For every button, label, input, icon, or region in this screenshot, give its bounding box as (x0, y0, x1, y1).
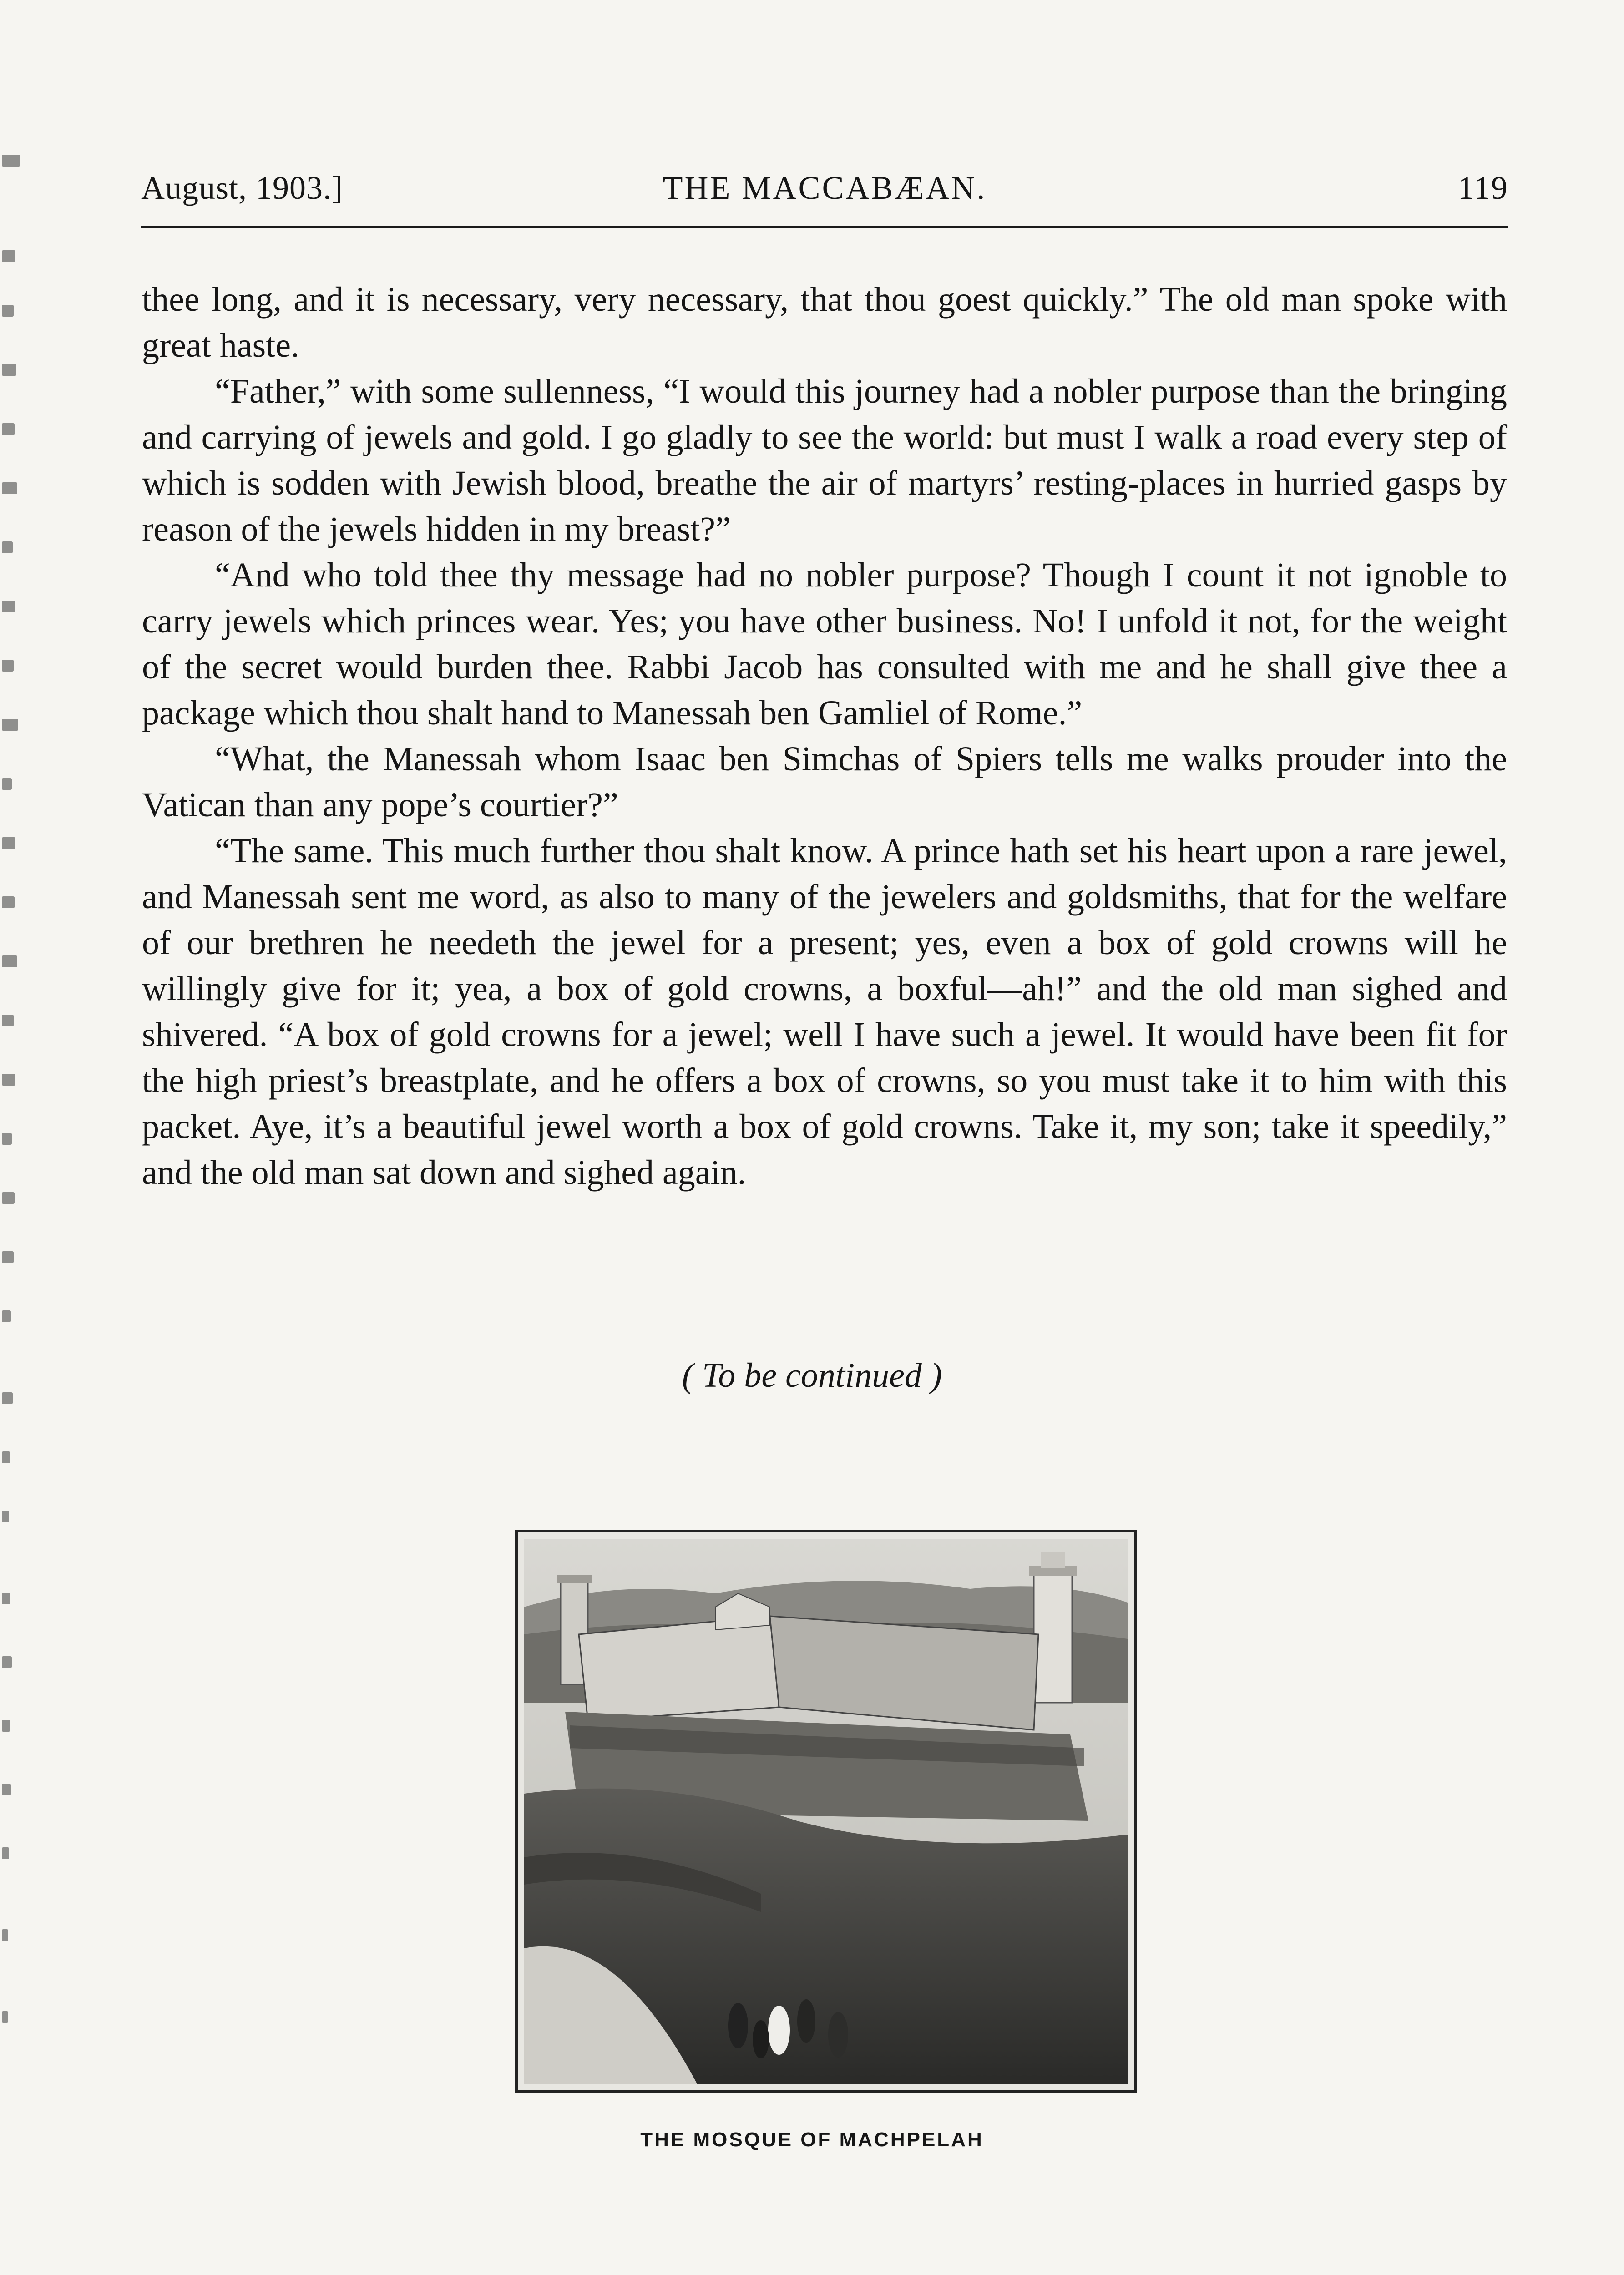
previous-page-edge (0, 155, 28, 2275)
article-body (142, 277, 1507, 1196)
photo-caption: THE MOSQUE OF MACHPELAH (640, 2128, 984, 2151)
header-rule (141, 226, 1508, 228)
header-date: August, 1903.] (141, 170, 343, 206)
mosque-photo-illustration (524, 1539, 1128, 2084)
journal-title: THE MACCABÆAN. (663, 170, 987, 206)
running-header (141, 169, 1508, 219)
paragraph: “And who told thee thy message had no nobler purpose? Though I count it not ignoble to carry jewels which princes wear. Yes; you have other business. No! I unfold it not, for the weight of the secret would burden thee. Rabbi Jacob has consulted with me and he shall give thee a package which thou shalt hand to Manessah ben Gamliel of Rome.” (142, 556, 1507, 732)
paragraph: thee long, and it is necessary, very necessary, that thou goest quickly.” The old man spoke with great haste. (142, 280, 1507, 364)
mosque-photograph (515, 1530, 1137, 2093)
to-be-continued-note: ( To be continued ) (682, 1356, 942, 1395)
paragraph: “Father,” with some sullenness, “I would this journey had a nobler purpose than the bringing and carrying of jewels and gold. I go gladly to see the world: but must I walk a road every step of which is sodden with Jewish blood, breathe the air of martyrs’ resting-places in hurried gasps by reason of the jewels hidden in my breast?” (142, 372, 1507, 548)
paragraph: “What, the Manessah whom Isaac ben Simchas of Spiers tells me walks prouder into the Vatican than any pope’s courtier?” (142, 740, 1507, 824)
page-number: 119 (1457, 170, 1508, 206)
paragraph: “The same. This much further thou shalt know. A prince hath set his heart upon a rare jewel, and Manessah sent me word, as also to many of the jewelers and goldsmiths, that for the welfare of our brethren he needeth the jewel for a present; yes, even a box of gold crowns will he willingly give for it; yea, a box of gold crowns, a boxful—ah!” and the old man sighed and shivered. “A box of gold crowns for a jewel; well I have such a jewel. It would have been fit for the high priest’s breastplate, and he offers a box of crowns, so you must take it to him with this packet. Aye, it’s a beautiful jewel worth a box of gold crowns. Take it, my son; take it speedily,” and the old man sat down and sighed again. (142, 832, 1507, 1192)
